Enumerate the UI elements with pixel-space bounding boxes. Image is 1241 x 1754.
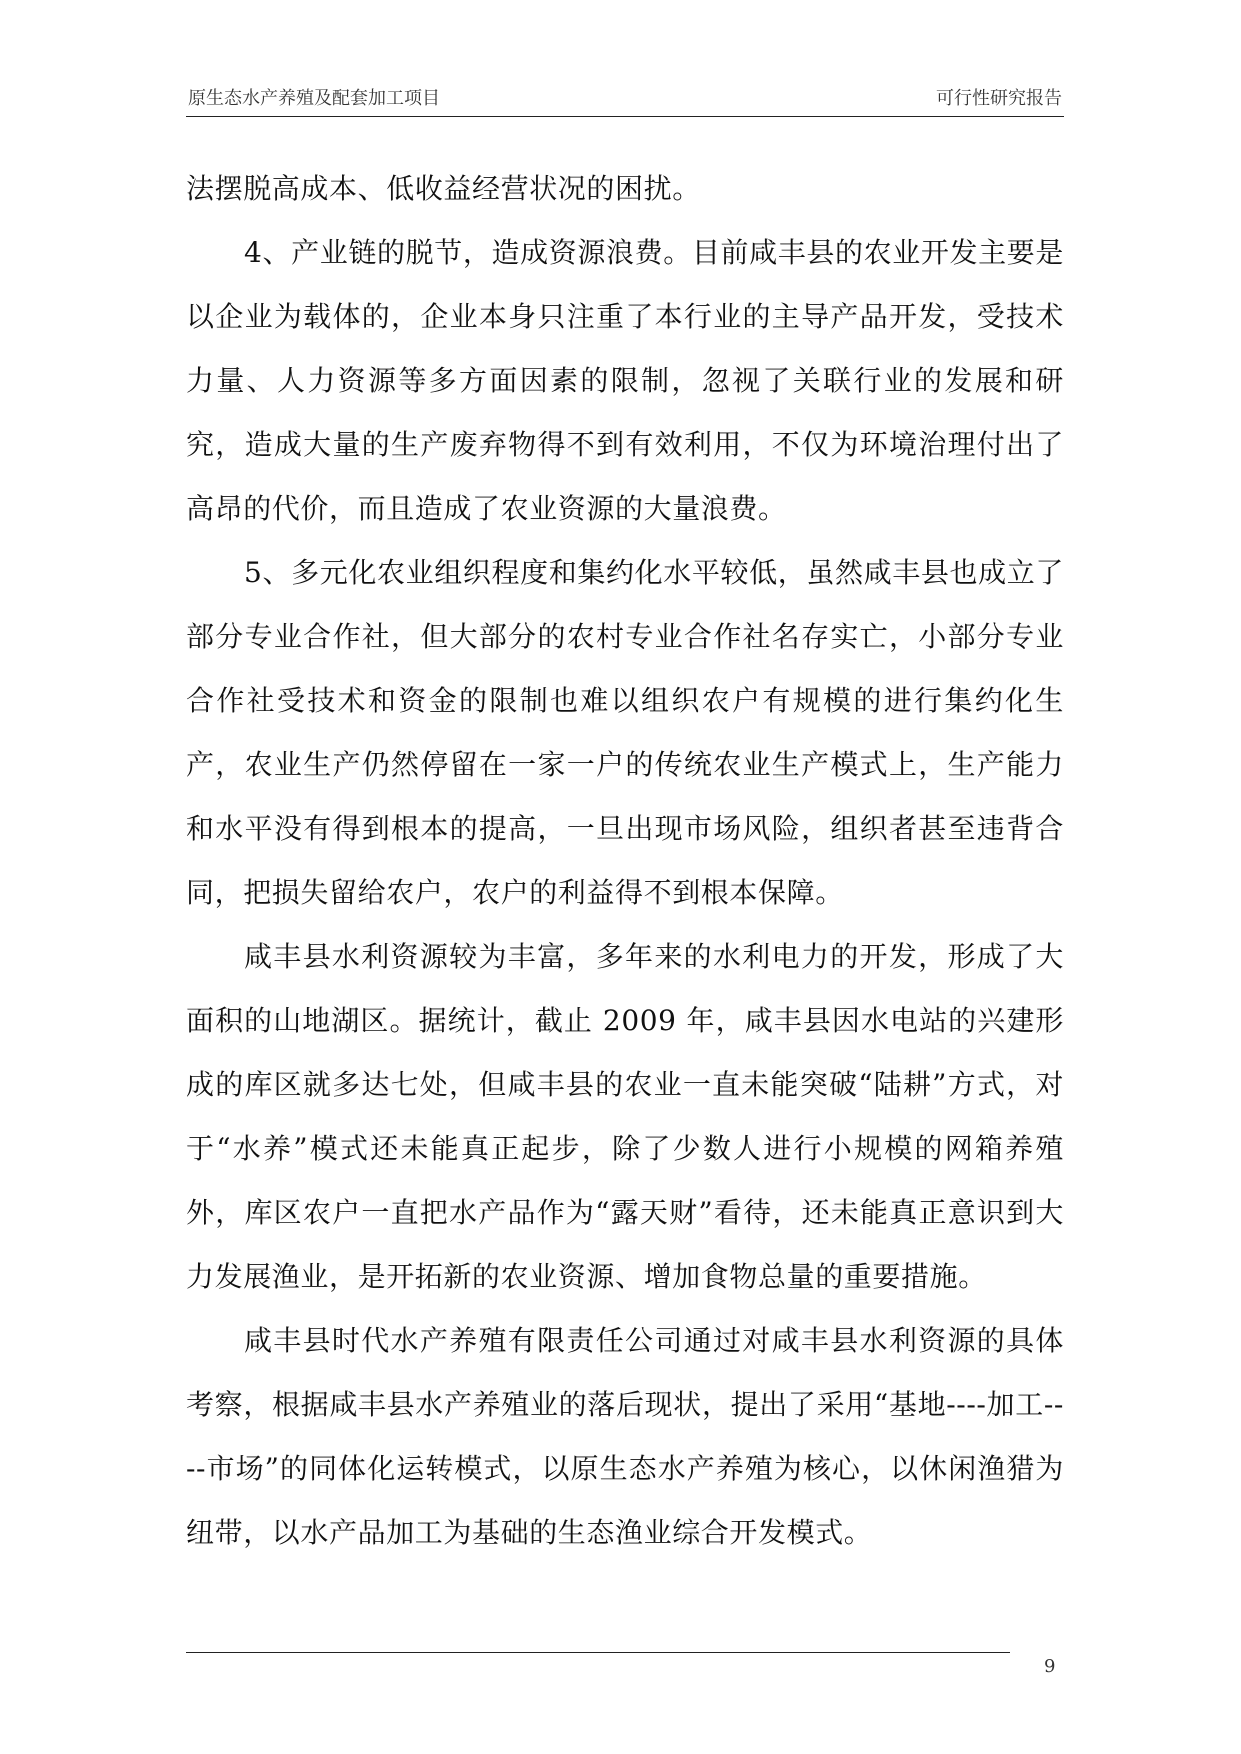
paragraph-item-4: 4、产业链的脱节，造成资源浪费。目前咸丰县的农业开发主要是以企业为载体的，企业本身只注重了本行业的主导产品开发，受技术力量、人力资源等多方面因素的限制，忽视了关联行业的发展和研究，造成大量的生产废弃物得不到有效利用，不仅为环境治理付出了高昂的代价，而且造成了农业资源的大量浪费。 xyxy=(186,236,1064,525)
header-project-title: 原生态水产养殖及配套加工项目 xyxy=(188,88,440,109)
footer-divider xyxy=(186,1652,1010,1653)
page-number: 9 xyxy=(1044,1656,1056,1677)
paragraph-water-resources: 咸丰县水利资源较为丰富，多年来的水利电力的开发，形成了大面积的山地湖区。据统计，截止 2009 年，咸丰县因水电站的兴建形成的库区就多达七处，但咸丰县的农业一直未能突破“陆耕”方式，对于“水养”模式还未能真正起步，除了少数人进行小规模的网箱养殖外，库区农户一直把水产品作为“露天财”看待，还未能真正意识到大力发展渔业，是开拓新的农业资源、增加食物总量的重要措施。 xyxy=(186,940,1064,1293)
page-header xyxy=(186,86,1064,117)
paragraph-continuation: 法摆脱高成本、低收益经营状况的困扰。 xyxy=(186,172,701,205)
header-report-type: 可行性研究报告 xyxy=(936,88,1062,109)
document-body xyxy=(186,157,1064,1565)
paragraph-item-5: 5、多元化农业组织程度和集约化水平较低，虽然咸丰县也成立了部分专业合作社，但大部分的农村专业合作社名存实亡，小部分专业合作社受技术和资金的限制也难以组织农户有规模的进行集约化生产，农业生产仍然停留在一家一户的传统农业生产模式上，生产能力和水平没有得到根本的提高，一旦出现市场风险，组织者甚至违背合同，把损失留给农户，农户的利益得不到根本保障。 xyxy=(186,556,1064,909)
paragraph-company-model: 咸丰县时代水产养殖有限责任公司通过对咸丰县水利资源的具体考察，根据咸丰县水产养殖业的落后现状，提出了采用“基地----加工----市场”的同体化运转模式，以原生态水产养殖为核心，以休闲渔猎为纽带，以水产品加工为基础的生态渔业综合开发模式。 xyxy=(186,1324,1064,1549)
